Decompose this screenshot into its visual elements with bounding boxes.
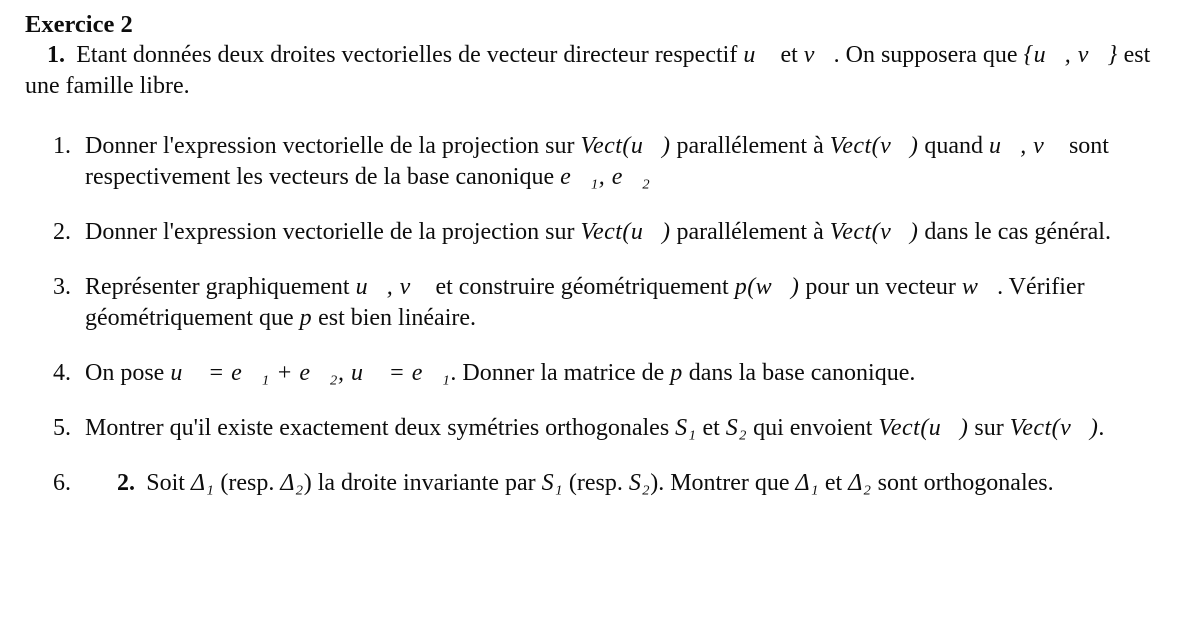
text-run: sont orthogonales. — [871, 470, 1054, 496]
text-run: pour un vecteur — [799, 274, 962, 300]
text-run: Donner l'expression vectorielle de la projection sur — [85, 219, 581, 245]
text-run: parallélement à — [670, 133, 830, 159]
math-expression: u⃗, v⃗ — [355, 274, 430, 300]
text-run: parallélement à — [670, 219, 830, 245]
math-expression: Vect(u⃗) — [580, 133, 671, 159]
item-number: 6. — [53, 470, 71, 496]
text-run: . Donner la matrice de — [450, 360, 671, 386]
math-expression: Δ₁ — [190, 470, 215, 496]
text-run: Montrer qu'il existe exactement deux symétries orthogonales — [85, 415, 676, 441]
item-number: 1. — [53, 133, 71, 159]
part-number: 1. — [47, 42, 65, 68]
list-item — [53, 131, 1183, 193]
math-expression: Δ₂ — [848, 470, 872, 496]
item-number: 2. — [53, 219, 71, 245]
list-item — [53, 217, 1183, 248]
text-run: ) la droite invariante par — [303, 470, 542, 496]
math-expression: p(w⃗) — [734, 274, 800, 300]
math-expression: u⃗, v⃗ — [989, 133, 1063, 159]
item-number: 3. — [53, 274, 71, 300]
math-expression: u⃗ = e⃗₁ + e⃗₂, u⃗ = e⃗₁ — [170, 360, 451, 386]
text-run: sur — [968, 415, 1010, 441]
text-run: Donner l'expression vectorielle de la projection sur — [85, 133, 581, 159]
math-expression: Vect(u⃗) — [580, 219, 671, 245]
text-run: Etant données deux droites vectorielles de vecteur directeur respectif — [70, 42, 744, 68]
text-run: sont respectivement les vecteurs de la base canonique — [85, 133, 1109, 190]
list-item — [53, 413, 1183, 444]
math-expression: S₁ — [541, 470, 563, 496]
text-run: dans la base canonique. — [682, 360, 916, 386]
text-run: dans le cas général. — [918, 219, 1111, 245]
text-run: et construire géométriquement — [429, 274, 735, 300]
item-number: 5. — [53, 415, 71, 441]
math-expression: Vect(u⃗) — [878, 415, 969, 441]
text-run: . Vérifier géométriquement que — [85, 274, 1085, 331]
text-run: et — [774, 42, 804, 68]
text-run: et — [696, 415, 726, 441]
math-expression: e⃗₁, e⃗₂ — [560, 164, 651, 190]
item-number: 4. — [53, 360, 71, 386]
math-expression: S₂ — [628, 470, 651, 496]
math-expression: p — [299, 305, 313, 331]
part-number: 2. — [117, 470, 135, 496]
item-text — [85, 468, 1183, 499]
math-expression: v⃗ — [803, 42, 834, 68]
text-run: quand — [918, 133, 990, 159]
math-expression: {u⃗, v⃗} — [1023, 42, 1118, 68]
text-run: et — [818, 470, 849, 496]
list-item — [53, 358, 1183, 389]
math-expression: Δ₂ — [280, 470, 304, 496]
question-list — [25, 131, 1183, 499]
text-run: Représenter graphiquement — [85, 274, 356, 300]
math-expression: Vect(v⃗) — [829, 219, 919, 245]
math-expression: Δ₁ — [795, 470, 819, 496]
list-item — [53, 272, 1183, 334]
math-expression: S₂ — [725, 415, 748, 441]
math-expression: Vect(v⃗) — [829, 133, 919, 159]
exercise-title: Exercice 2 — [25, 11, 133, 38]
list-item — [53, 468, 1183, 499]
intro-paragraph — [25, 40, 1183, 102]
intro-text — [25, 42, 1150, 99]
text-run: est une famille libre. — [25, 42, 1151, 99]
text-run: est bien linéaire. — [312, 305, 477, 331]
item-text — [85, 131, 1183, 193]
math-expression: u⃗ — [743, 42, 775, 68]
math-expression: Vect(v⃗) — [1009, 415, 1099, 441]
math-expression: w⃗ — [961, 274, 998, 300]
item-text — [85, 272, 1183, 334]
item-text — [85, 358, 1183, 389]
text-run: (resp. — [214, 470, 281, 496]
math-expression: p — [670, 360, 683, 386]
text-run: On pose — [85, 360, 171, 386]
text-run: Soit — [140, 470, 191, 496]
text-run: qui envoient — [747, 415, 879, 441]
text-run: (resp. — [562, 470, 629, 496]
text-run: ). Montrer que — [650, 470, 796, 496]
item-text — [85, 413, 1183, 444]
item-text — [85, 217, 1183, 248]
math-expression: S₁ — [675, 415, 697, 441]
text-run: . — [1098, 415, 1105, 441]
text-run: . On supposera que — [833, 42, 1024, 68]
